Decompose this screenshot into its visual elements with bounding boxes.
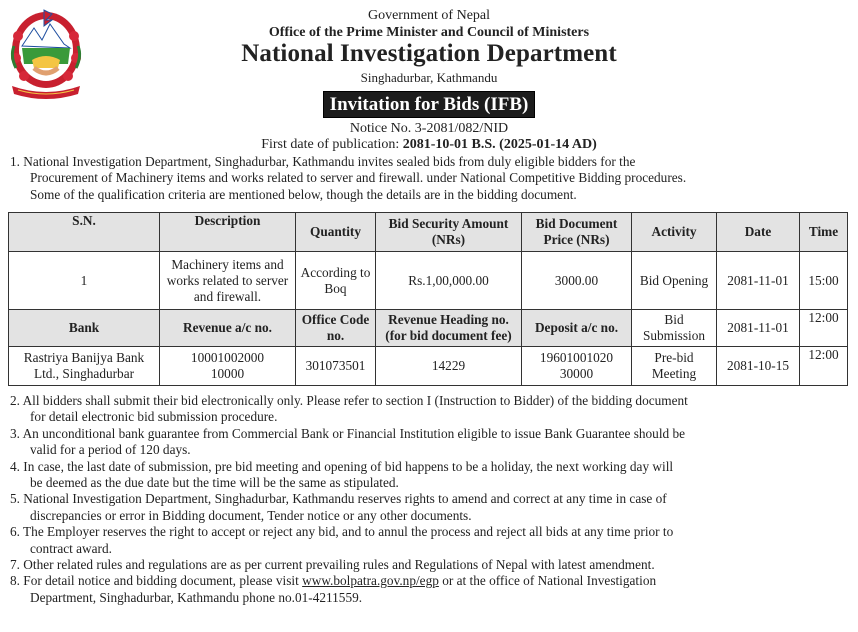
header-bank: Bank (9, 310, 160, 347)
paragraph-1 (10, 154, 848, 203)
point-5-line-1: 5. National Investigation Department, Singhadurbar, Kathmandu reserves rights to amend and correct at any time in case of (10, 491, 667, 507)
point-3-line-2: valid for a period of 120 days. (30, 442, 191, 458)
cell-time: 12:00 (800, 347, 848, 386)
conditions-list (10, 393, 848, 606)
table-header-row (9, 310, 848, 347)
cell-time: 15:00 (800, 252, 848, 310)
point-3-line-1: 3. An unconditional bank guarantee from Commercial Bank or Financial Institution eligible to issue Bank Guarantee should be (10, 425, 686, 441)
revenue-line-1: 10001002000 (190, 350, 265, 365)
office-title: Office of the Prime Minister and Council of Ministers (268, 25, 590, 40)
cell-date: 2081-10-15 (717, 347, 800, 386)
header-bid-security: Bid Security Amount (NRs) (376, 213, 522, 252)
header-sn: S.N. (9, 213, 160, 252)
point-6-line-1: 6. The Employer reserves the right to accept or reject any bid, and to annul the process and reject all bids at any time prior to (10, 524, 674, 540)
cell-date: 2081-11-01 (717, 252, 800, 310)
header-time: Time (800, 213, 848, 252)
point-2-line-1: 2. All bidders shall submit their bid electronically only. Please refer to section I (Instruction to Bidder) of the bidding document (10, 393, 688, 408)
ifb-title: Invitation for Bids (IFB) (323, 91, 536, 118)
header-description: Description (160, 213, 296, 252)
cell-bank: Rastriya Banijya Bank Ltd., Singhadurbar (9, 347, 160, 386)
govt-title: Government of Nepal (367, 8, 491, 23)
header-quantity: Quantity (296, 213, 376, 252)
notice-number: Notice No. 3-2081/082/NID (349, 121, 509, 136)
point-6-line-2: contract award. (30, 540, 112, 556)
header-doc-price: Bid Document Price (NRs) (522, 213, 632, 252)
deposit-line-2: 30000 (559, 366, 594, 381)
publication-label: First date of publication: (261, 137, 403, 152)
revenue-line-2: 10000 (210, 366, 245, 381)
point-8-line-2: Department, Singhadurbar, Kathmandu phone no.01-4211559. (30, 589, 363, 605)
cell-activity: Bid Opening (632, 252, 717, 310)
cell-doc-price: 3000.00 (522, 252, 632, 310)
cell-time: 12:00 (800, 310, 848, 347)
paragraph-1-line-1: 1. National Investigation Department, Singhadurbar, Kathmandu invites sealed bids from duly eligible bidders for the (10, 154, 636, 169)
header-revenue-heading: Revenue Heading no. (for bid document fee) (376, 310, 522, 347)
cell-bid-security: Rs.1,00,000.00 (376, 252, 522, 310)
header-revenue: Revenue a/c no. (160, 310, 296, 347)
cell-date: 2081-11-01 (717, 310, 800, 347)
point-2-line-2: for detail electronic bid submission procedure. (30, 409, 278, 425)
paragraph-1-line-3: Some of the qualification criteria are mentioned below, though the details are in the bidding document. (30, 186, 577, 202)
point-8-line-1 (10, 573, 848, 589)
cell-quantity: According to Boq (296, 252, 376, 310)
publication-date-line (0, 137, 858, 153)
cell-activity: Pre-bid Meeting (632, 347, 717, 386)
cell-revenue-heading: 14229 (376, 347, 522, 386)
bid-details-table (8, 212, 848, 386)
cell-revenue (160, 347, 296, 386)
point-4-line-2: be deemed as the due date but the time will be the same as stipulated. (30, 475, 399, 491)
point-8-prefix: 8. For detail notice and bidding document, please visit (10, 573, 303, 589)
cell-office-code: 301073501 (296, 347, 376, 386)
header-office-code: Office Code no. (296, 310, 376, 347)
header-date: Date (717, 213, 800, 252)
deposit-line-1: 19601001020 (539, 350, 614, 365)
cell-activity: Bid Submission (632, 310, 717, 347)
cell-sn: 1 (9, 252, 160, 310)
point-4-line-1: 4. In case, the last date of submission, pre bid meeting and opening of bid happens to be a holiday, the next working day will (10, 458, 674, 474)
point-7: 7. Other related rules and regulations are as per current prevailing rules and Regulations of Nepal with latest amendment. (10, 557, 655, 573)
header-deposit: Deposit a/c no. (522, 310, 632, 347)
department-title: National Investigation Department (241, 40, 617, 67)
table-header-row (9, 213, 848, 252)
table-row (9, 347, 848, 386)
cell-description: Machinery items and works related to server and firewall. (160, 252, 296, 310)
department-address: Singhadurbar, Kathmandu (360, 70, 498, 85)
point-8-suffix: or at the office of National Investigation (438, 573, 657, 589)
publication-date: 2081-10-01 B.S. (2025-01-14 AD) (402, 137, 597, 152)
paragraph-1-line-2: Procurement of Machinery items and works related to server and firewall. under National Competitive Bidding procedures. (30, 170, 687, 186)
bolpatra-link[interactable]: www.bolpatra.gov.np/egp (302, 573, 439, 589)
header-activity: Activity (632, 213, 717, 252)
point-5-line-2: discrepancies or error in Bidding document, Tender notice or any other documents. (30, 507, 472, 523)
table-row (9, 252, 848, 310)
cell-deposit (522, 347, 632, 386)
ifb-banner (0, 91, 858, 118)
